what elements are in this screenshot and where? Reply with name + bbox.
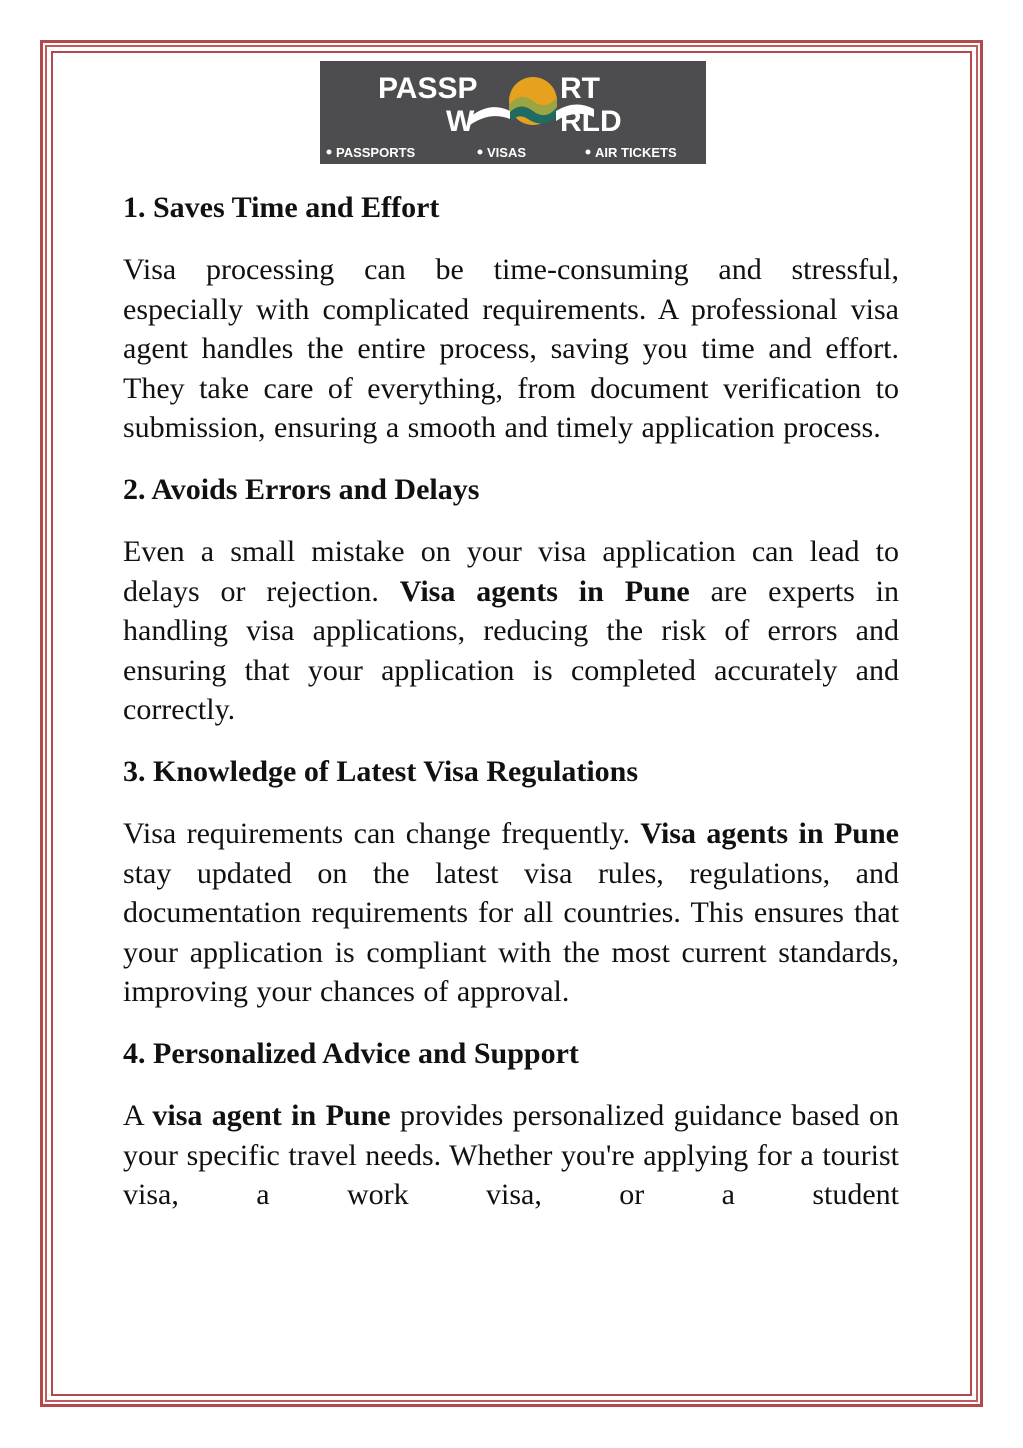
section-heading-2: 2. Avoids Errors and Delays (123, 472, 480, 506)
bullet-icon (327, 150, 332, 155)
passport-world-logo (320, 61, 706, 164)
body-text: stay updated on the latest visa rules, regulations, and documentation requirements for all countries. This ensures that your application is compliant with the most current standards, improving your chances of approval. (123, 856, 899, 1009)
logo-text-w: W (446, 105, 475, 138)
logo-text-rt: RT (560, 72, 600, 105)
bullet-icon (586, 150, 591, 155)
section-body-2 (123, 532, 899, 730)
logo-text-passp: PASSP (378, 72, 478, 105)
section-heading-1: 1. Saves Time and Effort (123, 191, 440, 224)
body-text: provides personalized guidance based on your specific travel needs. Whether you're applying for a tourist visa, a work visa, or a student (123, 1098, 900, 1212)
logo-tag-air-tickets: AIR TICKETS (595, 145, 677, 160)
body-text: A (123, 1098, 153, 1132)
logo-tag-passports: PASSPORTS (336, 145, 416, 160)
bold-keyword: Visa agents in Pune (640, 816, 899, 850)
body-text: Visa requirements can change frequently. (123, 816, 641, 850)
section-body-4 (123, 1096, 899, 1215)
body-text: Visa processing can be time-consuming and stressful, especially with complicated requirements. A professional visa agent handles the entire process, saving you time and effort. They take care of everything, from document verification to submission, ensuring a smooth and timely application process. (123, 253, 899, 445)
section-body-3 (123, 814, 899, 1012)
section-body-1 (123, 250, 899, 448)
logo-tag-visas: VISAS (487, 145, 527, 160)
bold-keyword: visa agent in Pune (152, 1098, 391, 1132)
section-heading-3: 3. Knowledge of Latest Visa Regulations (123, 754, 639, 788)
body-text: Even a small mistake on your visa application can lead to delays or rejection. (123, 534, 899, 608)
logo-graphic (320, 61, 706, 164)
section-heading-4: 4. Personalized Advice and Support (123, 1036, 579, 1070)
bullet-icon (478, 150, 483, 155)
bold-keyword: Visa agents in Pune (399, 574, 690, 608)
article-content (123, 188, 899, 1237)
logo-text-rld: RLD (560, 105, 622, 138)
body-text: are experts in handling visa applications, reducing the risk of errors and ensuring that your application is completed accurately and correctly. (123, 574, 899, 727)
